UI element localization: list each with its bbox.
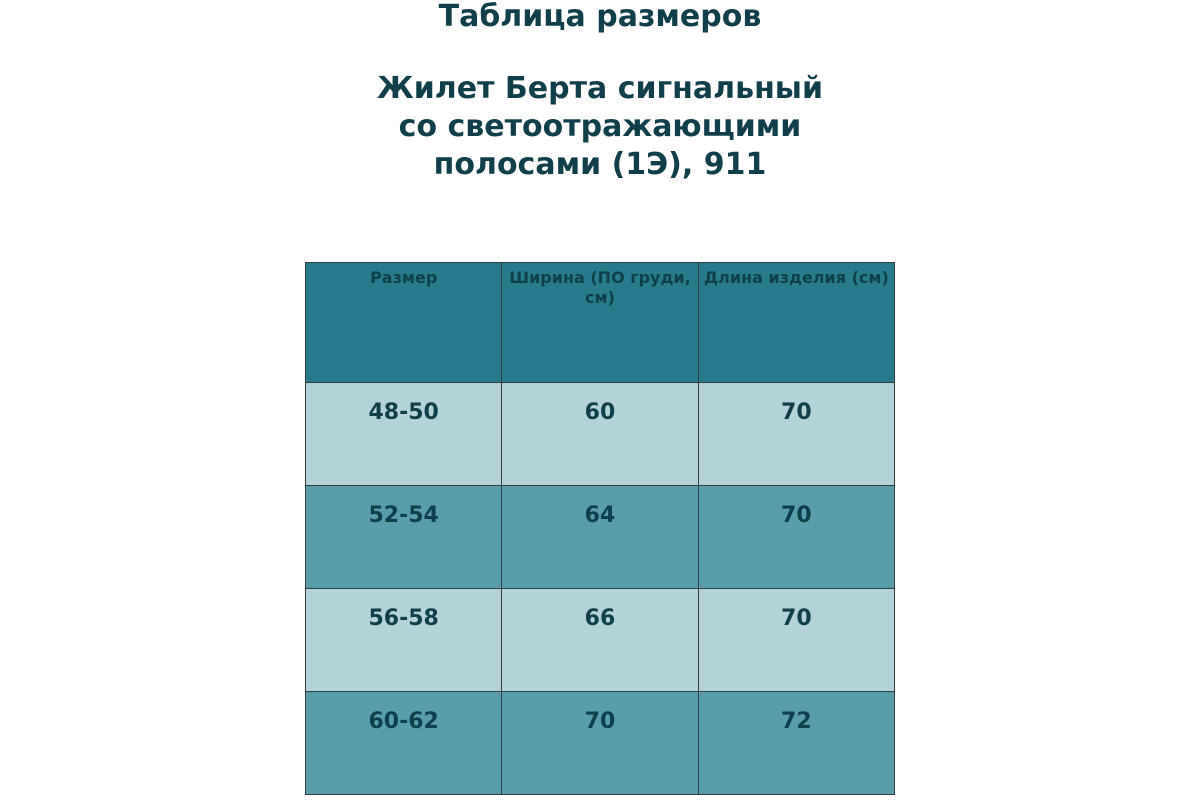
cell-chest-width: 70 [502, 692, 698, 795]
table-row [306, 692, 895, 795]
cell-size: 48-50 [306, 383, 502, 486]
cell-length: 70 [698, 486, 894, 589]
table-header-row [306, 263, 895, 383]
product-title-line: Жилет Берта сигнальный [377, 71, 823, 106]
product-title-line: со светоотражающими [398, 109, 802, 144]
cell-chest-width: 64 [502, 486, 698, 589]
product-title [0, 70, 1200, 184]
table-row [306, 486, 895, 589]
cell-chest-width: 60 [502, 383, 698, 486]
cell-size: 56-58 [306, 589, 502, 692]
cell-length: 70 [698, 589, 894, 692]
page-title: Таблица размеров [438, 0, 762, 34]
table-row [306, 589, 895, 692]
size-table [305, 262, 895, 795]
cell-length: 70 [698, 383, 894, 486]
cell-chest-width: 66 [502, 589, 698, 692]
product-title-line: полосами (1Э), 911 [433, 147, 767, 182]
header-chest-width: Ширина (ПО груди, см) [502, 263, 698, 383]
table-row [306, 383, 895, 486]
cell-size: 60-62 [306, 692, 502, 795]
cell-length: 72 [698, 692, 894, 795]
header-length: Длина изделия (см) [698, 263, 894, 383]
header-size: Размер [306, 263, 502, 383]
cell-size: 52-54 [306, 486, 502, 589]
